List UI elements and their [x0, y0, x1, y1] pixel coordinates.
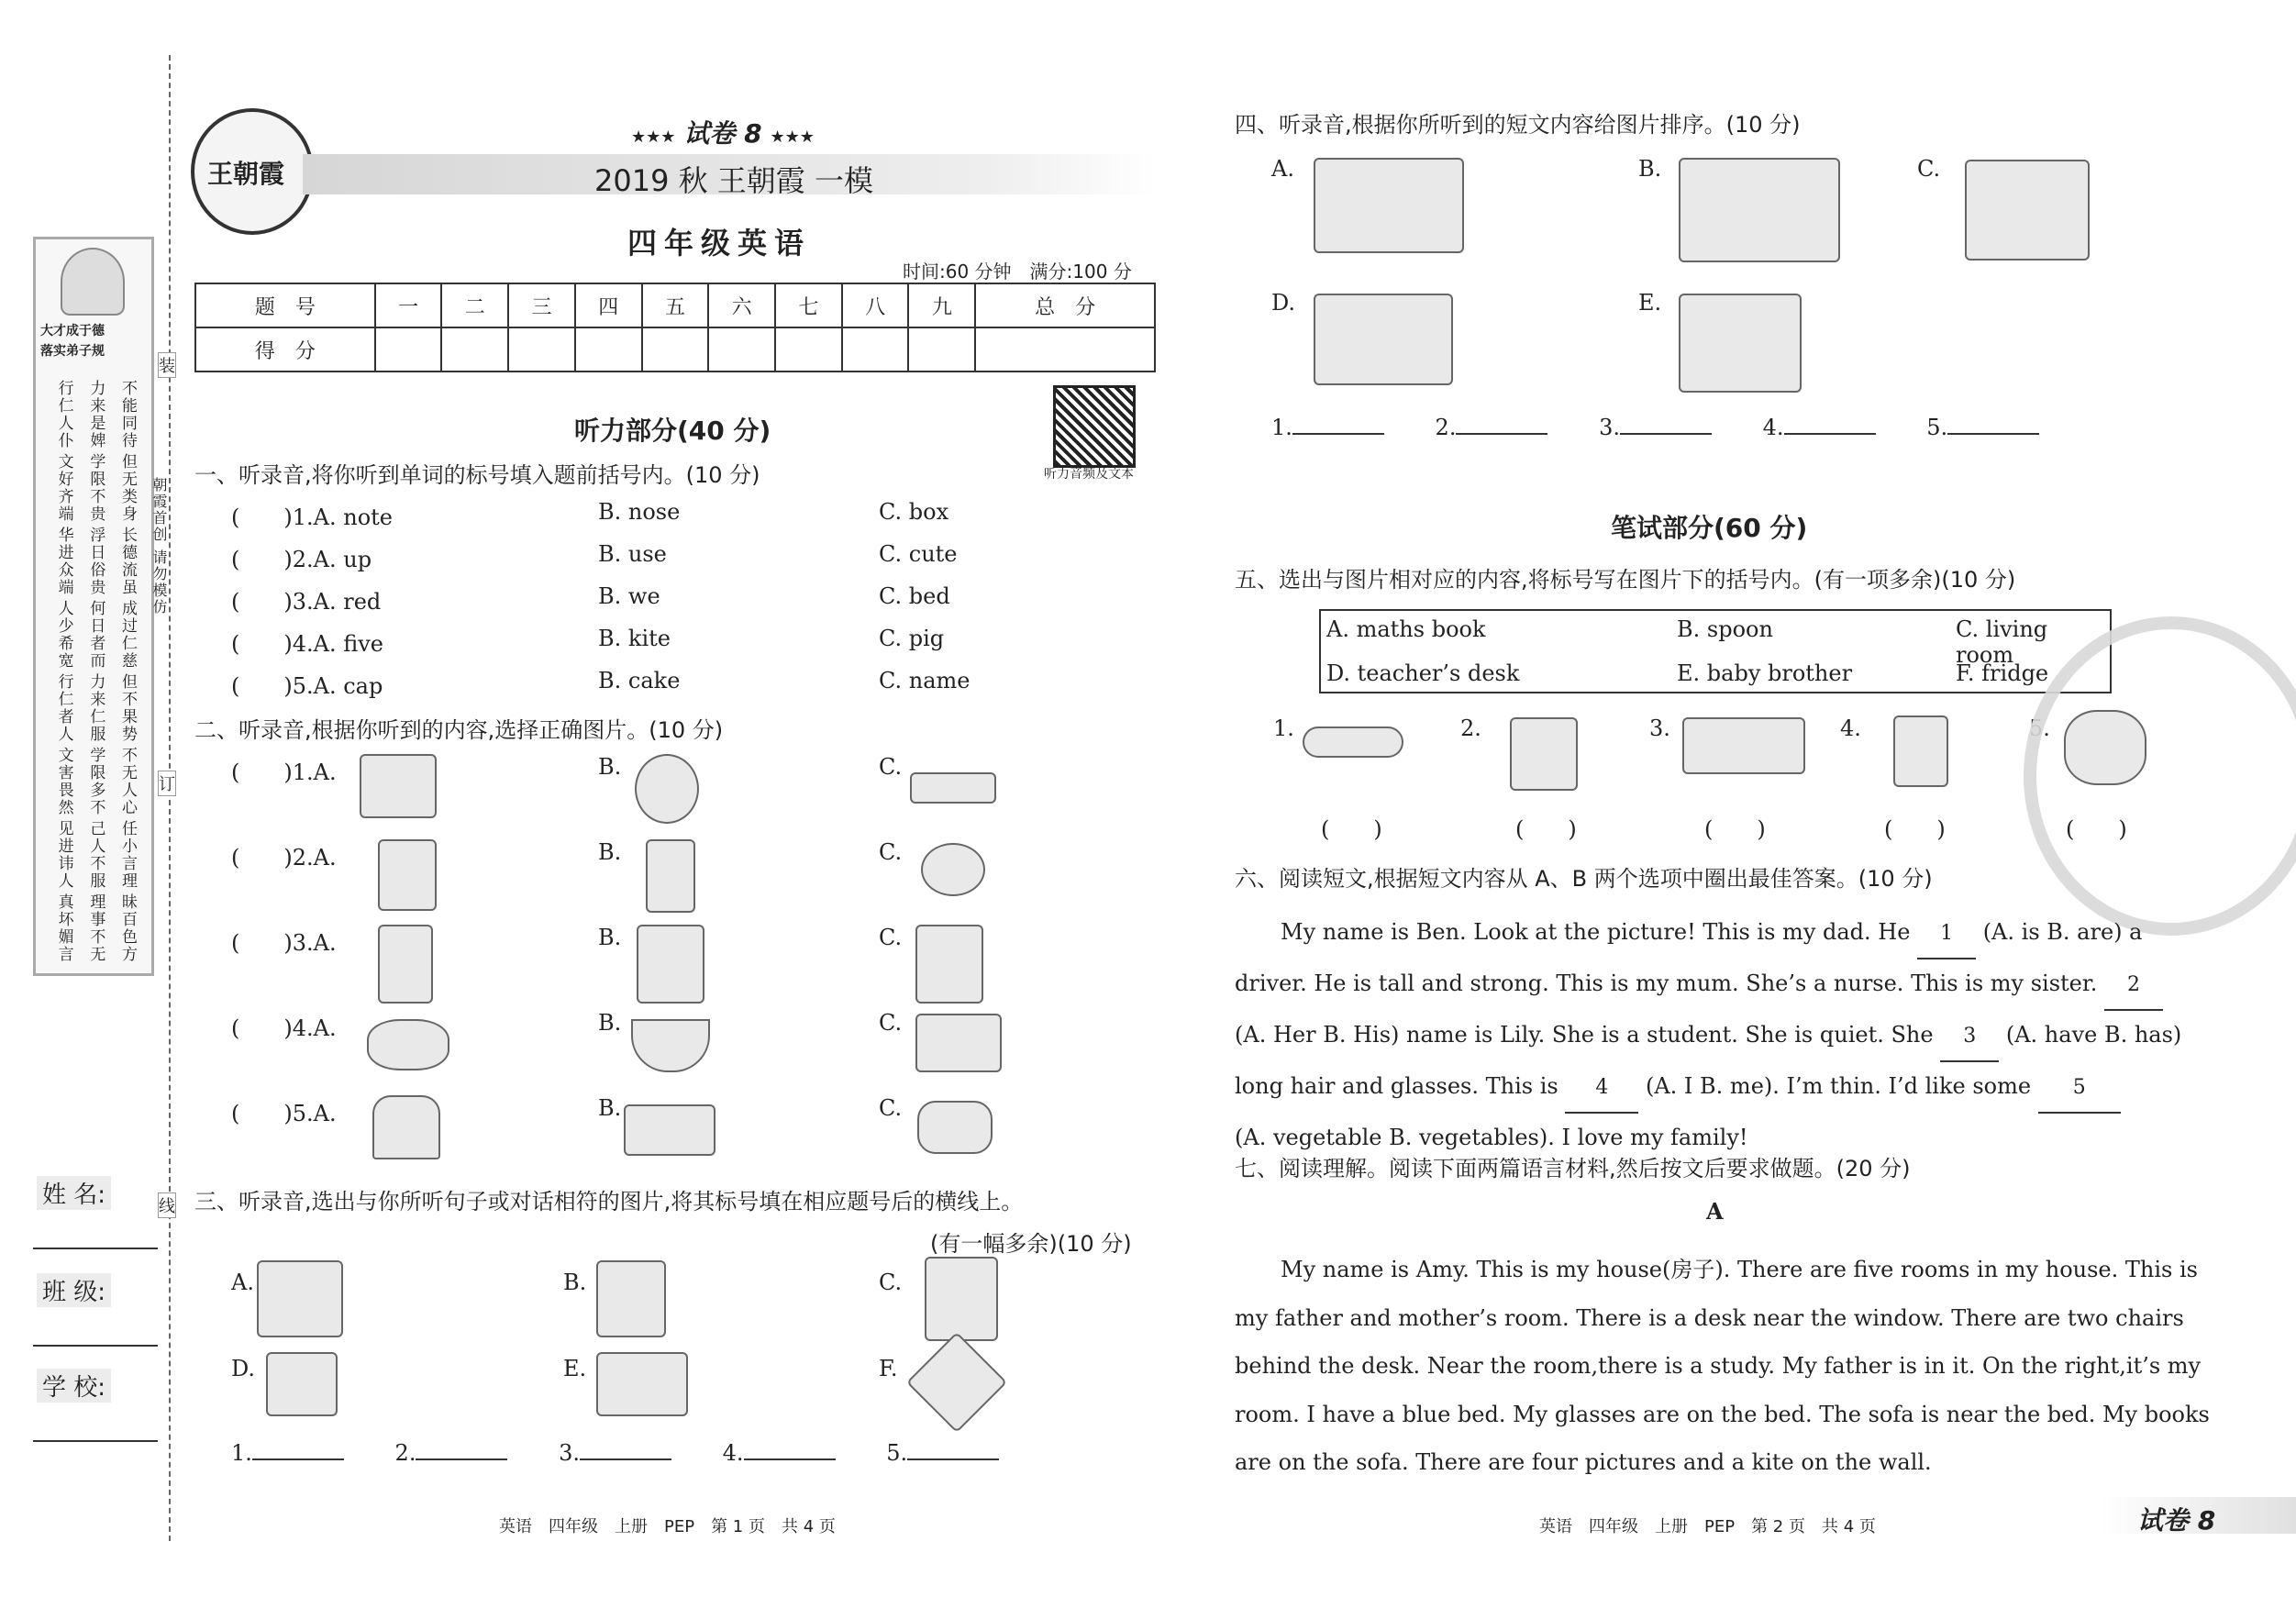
poem-column: 行仁者人: [54, 673, 73, 743]
qr-code-icon[interactable]: [1053, 385, 1136, 468]
score-cell: 总 分: [975, 283, 1155, 327]
poem-column: 行仁人仆: [54, 380, 73, 449]
option-c: C. name: [879, 668, 971, 693]
answer-bracket[interactable]: ( ): [231, 845, 293, 871]
answer-blank[interactable]: [416, 1458, 507, 1460]
poem-column: 浮日俗贵: [86, 527, 105, 596]
blank-number: 5.: [1926, 415, 1948, 440]
gift-image: [646, 839, 695, 913]
poem-column: 不无人心: [118, 747, 137, 816]
option-b: B. use: [598, 541, 667, 567]
score-cell: 一: [375, 283, 442, 327]
part5-bracket[interactable]: ( ): [1321, 816, 1382, 842]
option-a: A. up: [313, 547, 372, 572]
poem-column: 力来仁服: [86, 673, 105, 743]
poem-column: 己人不服: [86, 820, 105, 890]
part4-label-a: A.: [1271, 156, 1294, 182]
answer-bracket[interactable]: ( ): [231, 1101, 293, 1126]
item-number: 5.: [292, 673, 314, 699]
part4-title: 四、听录音,根据你所听到的短文内容给图片排序。(10 分): [1235, 112, 1801, 138]
part4-label-e: E.: [1638, 290, 1662, 316]
score-cell[interactable]: [441, 327, 508, 372]
blank-number[interactable]: 4: [1565, 1063, 1638, 1114]
part3-label-f: F.: [879, 1356, 898, 1381]
answer-blank[interactable]: [1620, 433, 1712, 435]
classroom-image: [257, 1260, 343, 1337]
list-item: [231, 626, 1167, 668]
passage-text: (A. I B. me). I’m thin. I’d like some: [1638, 1073, 2038, 1099]
part5-num-3: 3.: [1649, 715, 1670, 741]
part4-label-b: B.: [1638, 156, 1662, 182]
part5-title: 五、选出与图片相对应的内容,将标号写在图片下的括号内。(有一项多余)(10 分): [1235, 567, 2016, 593]
item-number: 3.: [292, 589, 314, 615]
answer-bracket[interactable]: ( ): [231, 505, 293, 530]
answer-blank[interactable]: [1456, 433, 1547, 435]
answer-bracket[interactable]: ( ): [231, 547, 293, 572]
passage-line: [1235, 908, 2194, 959]
score-cell: 六: [708, 283, 775, 327]
poem-column: 见进讳人: [54, 820, 73, 890]
poem-column: 长德流虽: [118, 527, 137, 596]
option-c: C. box: [879, 499, 949, 525]
part4-label-d: D.: [1271, 290, 1296, 316]
blank-number: 2.: [394, 1440, 416, 1466]
part5-num-4: 4.: [1840, 715, 1861, 741]
option-text: B. spoon: [1677, 616, 1773, 642]
option-a: A.: [313, 760, 337, 785]
star-decoration-right: ★★★: [770, 128, 815, 147]
computer-image: [360, 754, 437, 818]
poem-column: 学限多不: [86, 747, 105, 816]
part4-label-c: C.: [1917, 156, 1941, 182]
part6-title: 六、阅读短文,根据短文内容从 A、B 两个选项中圈出最佳答案。(10 分): [1235, 866, 1933, 892]
score-cell[interactable]: [508, 327, 575, 372]
blank-number: 3.: [1599, 415, 1620, 440]
fan-image: [635, 754, 699, 824]
chicken-image: [367, 1019, 449, 1070]
footer-left: 英语 四年级 上册 PEP 第 1 页 共 4 页: [499, 1517, 836, 1536]
part5-bracket[interactable]: ( ): [2066, 816, 2127, 842]
part3-label-c: C.: [879, 1270, 903, 1295]
blank-number: 5.: [886, 1440, 908, 1466]
score-cell: 四: [575, 283, 642, 327]
part1-title: 一、听录音,将你听到单词的标号填入题前括号内。(10 分): [194, 462, 760, 488]
part5-num-2: 2.: [1460, 715, 1481, 741]
option-text: D. teacher’s desk: [1326, 660, 1520, 686]
score-cell: 二: [441, 283, 508, 327]
score-cell[interactable]: [642, 327, 709, 372]
option-c: C. pig: [879, 626, 945, 651]
passage-text: My name is Ben. Look at the picture! This is my dad. He: [1281, 919, 1918, 945]
option-b: B. nose: [598, 499, 681, 525]
part5-bracket[interactable]: ( ): [1704, 816, 1766, 842]
living-room-image: [596, 1352, 688, 1416]
school-label: 学 校:: [37, 1369, 111, 1403]
score-cell: 三: [508, 283, 575, 327]
cut-label: 线: [158, 1192, 176, 1218]
blank-number[interactable]: 1: [1917, 909, 1976, 959]
option-c: C.: [879, 1010, 903, 1036]
answer-bracket[interactable]: ( ): [231, 930, 293, 956]
school-field[interactable]: [33, 1440, 158, 1442]
answer-blank[interactable]: [907, 1458, 999, 1460]
option-b: B. we: [598, 583, 660, 609]
option-c: C.: [879, 925, 903, 950]
qr-caption: 听力音频及文本: [1044, 467, 1134, 482]
option-b: B.: [598, 1095, 622, 1121]
footer-right: 英语 四年级 上册 PEP 第 2 页 共 4 页: [1539, 1517, 1876, 1536]
option-a: A.: [313, 1101, 337, 1126]
woman-fridge-image: [1679, 294, 1802, 393]
woman-kitchen-image: [1679, 158, 1840, 262]
part5-bracket[interactable]: ( ): [1515, 816, 1577, 842]
part4-blanks: [1271, 415, 2097, 440]
boy-glasses-image: [925, 1257, 998, 1341]
poem-column: 任小言理: [118, 820, 137, 890]
option-a: A.: [313, 845, 337, 871]
item-number: 4.: [292, 1015, 314, 1041]
list-item: [231, 1095, 1167, 1181]
blank-number[interactable]: 2: [2104, 960, 2163, 1011]
list-item: [231, 583, 1167, 626]
light-image: [910, 772, 996, 804]
part2-list: [231, 754, 1167, 1181]
candy-image: [921, 843, 985, 896]
option-text: C. living room: [1956, 616, 2048, 668]
poem-column: 文害畏然: [54, 747, 73, 816]
option-b: B. kite: [598, 626, 671, 651]
vegetables-image: [915, 1014, 1002, 1072]
answer-blank[interactable]: [1784, 433, 1876, 435]
phone-image: [917, 1101, 993, 1154]
passage-line: [1235, 1062, 2194, 1114]
passage-text: (A. vegetable B. vegetables). I love my family!: [1235, 1125, 1748, 1150]
answer-blank[interactable]: [1292, 433, 1384, 435]
score-cell: 得 分: [195, 327, 375, 372]
answer-blank[interactable]: [744, 1458, 836, 1460]
blank-number: 4.: [722, 1440, 744, 1466]
logo-badge: [191, 108, 314, 235]
part7-passage: [1235, 1246, 2210, 1487]
score-cell[interactable]: [908, 327, 975, 372]
secret-stamp-icon: [2024, 616, 2296, 936]
table-image: [372, 1095, 440, 1159]
poem-column: 学限不贵: [86, 453, 105, 523]
exam-subject: 四年级英语: [627, 226, 812, 261]
part3-note: (有一幅多余)(10 分): [930, 1231, 1132, 1257]
passage-line: room. I have a blue bed. My glasses are on the bed. The sofa is near the bed. My books: [1235, 1401, 2210, 1427]
poem-column: 文好齐端: [54, 453, 73, 523]
item-number: 3.: [292, 930, 314, 956]
blank-number[interactable]: 3: [1940, 1012, 1999, 1062]
passage-text: long hair and glasses. This is: [1235, 1073, 1566, 1099]
motto-bottom: 落实弟子规: [40, 344, 105, 359]
poem-column: 华进众端: [54, 527, 73, 596]
class-field[interactable]: [33, 1345, 158, 1347]
answer-bracket[interactable]: ( ): [231, 1015, 293, 1041]
answer-bracket[interactable]: ( ): [231, 631, 293, 657]
option-b: B.: [598, 754, 622, 780]
cook-image: [637, 925, 704, 1004]
option-b: B.: [598, 1010, 622, 1036]
list-item: [231, 839, 1167, 925]
score-cell[interactable]: [842, 327, 909, 372]
cut-label: 装: [158, 352, 176, 378]
blank-number: 2.: [1435, 415, 1457, 440]
item-number: 1.: [292, 505, 314, 530]
writing-title: 笔试部分(60 分): [1611, 513, 1808, 543]
part3-label-e: E.: [563, 1356, 587, 1381]
part5-bracket[interactable]: ( ): [1884, 816, 1946, 842]
part3-blanks: [231, 1440, 1148, 1466]
star-decoration-left: ★★★: [631, 128, 676, 147]
passage-label: A: [1706, 1198, 1724, 1225]
book-image: [266, 1352, 338, 1416]
list-item: [231, 499, 1167, 541]
option-c: C.: [879, 754, 903, 780]
fridge-box-image: [1510, 717, 1578, 791]
score-table: [194, 283, 1156, 372]
part5-num-5: 5.: [2029, 715, 2050, 741]
class-label: 班 级:: [37, 1273, 111, 1307]
passage-text: driver. He is tall and strong. This is my mum. She’s a nurse. This is my sister.: [1235, 970, 2104, 996]
option-a: A. red: [313, 589, 382, 615]
cut-line: [169, 55, 171, 1541]
name-field[interactable]: [33, 1248, 158, 1249]
option-c: C. cute: [879, 541, 958, 567]
poem-column: 但不果势: [118, 673, 137, 743]
passage-line: [1235, 1011, 2194, 1062]
option-b: B.: [598, 839, 622, 865]
option-b: B.: [598, 925, 622, 950]
option-c: C.: [879, 1095, 903, 1121]
scholar-figure-icon: [61, 248, 125, 316]
score-cell[interactable]: [708, 327, 775, 372]
time-info: 时间:60 分钟 满分:100 分: [903, 261, 1132, 283]
option-a: A. five: [313, 631, 383, 657]
blank-number: 1.: [231, 1440, 252, 1466]
noodles-image: [631, 1019, 710, 1072]
option-c: C.: [879, 839, 903, 865]
score-cell: 五: [642, 283, 709, 327]
list-item: [231, 1010, 1167, 1095]
part2-title: 二、听录音,根据你听到的内容,选择正确图片。(10 分): [194, 717, 724, 743]
part3-label-d: D.: [231, 1356, 256, 1381]
option-box: [1319, 609, 2112, 693]
passage-line: are on the sofa. There are four pictures and a kite on the wall.: [1235, 1449, 1932, 1475]
name-label: 姓 名:: [37, 1176, 111, 1210]
part5-num-1: 1.: [1273, 715, 1294, 741]
part3-label-a: A.: [231, 1270, 254, 1295]
answer-blank[interactable]: [580, 1458, 671, 1460]
maths-book-image: [1893, 715, 1948, 787]
nurse-image: [378, 925, 433, 1004]
living-room-image: [1682, 717, 1805, 774]
poem-column: 力来是婢: [86, 380, 105, 449]
poem-column: 真坏媚言: [54, 893, 73, 963]
poem-column: 但无类身: [118, 453, 137, 523]
farmer-image: [915, 925, 983, 1004]
score-value-row: [195, 327, 1155, 372]
score-cell[interactable]: [975, 327, 1155, 372]
score-cell: 题 号: [195, 283, 375, 327]
blank-number: 4.: [1762, 415, 1784, 440]
option-a: A.: [313, 1015, 337, 1041]
item-number: 2.: [292, 547, 314, 572]
woman-shower-image: [1965, 160, 2090, 261]
poem-column: 不能同待: [118, 380, 137, 449]
option-text: E. baby brother: [1677, 660, 1853, 686]
option-a: A. note: [313, 505, 393, 530]
score-cell: 七: [775, 283, 842, 327]
score-cell: 九: [908, 283, 975, 327]
score-cell[interactable]: [775, 327, 842, 372]
passage-line: [1235, 959, 2194, 1011]
passage-line: my father and mother’s room. There is a desk near the window. There are two chairs: [1235, 1304, 2184, 1331]
sidebar-poem: [44, 376, 139, 963]
score-cell[interactable]: [375, 327, 442, 372]
passage-text: (A. Her B. His) name is Lily. She is a student. She is quiet. She: [1235, 1022, 1941, 1048]
exam-title: 2019 秋 王朝霞 一模: [594, 163, 873, 198]
item-number: 1.: [292, 760, 314, 785]
list-item: [231, 925, 1167, 1010]
poem-column: 人少希宽: [54, 600, 73, 670]
bathroom-image: [1314, 294, 1453, 385]
cook-image: [596, 1260, 666, 1337]
part1-list: [231, 499, 1167, 710]
answer-bracket[interactable]: ( ): [231, 673, 293, 699]
blank-number: 1.: [1271, 415, 1292, 440]
logo-text: 王朝霞: [207, 159, 285, 189]
score-cell: 八: [842, 283, 909, 327]
spoon-image: [1303, 726, 1403, 758]
list-item: [231, 668, 1167, 710]
poem-column: 理事不无: [86, 893, 105, 963]
exam-number-line: [631, 114, 815, 150]
passage-line: behind the desk. Near the room,there is a study. My father is in it. On the right,it’s my: [1235, 1353, 2202, 1379]
answer-blank[interactable]: [252, 1458, 344, 1460]
item-number: 4.: [292, 631, 314, 657]
poem-column: 何日者而: [86, 600, 105, 670]
knife-fork-image: [906, 1332, 1007, 1433]
cut-label: 订: [158, 771, 176, 796]
woman-sofa-image: [1314, 158, 1464, 253]
option-text: A. maths book: [1326, 616, 1486, 642]
part3-label-b: B.: [563, 1270, 587, 1295]
blank-number[interactable]: 5: [2038, 1063, 2121, 1114]
list-item: [231, 754, 1167, 839]
passage-line: My name is Amy. This is my house(房子). There are five rooms in my house. This is: [1281, 1257, 2198, 1282]
poem-column: 成过仁慈: [118, 600, 137, 670]
vertical-note: 朝霞首创 请勿模仿: [150, 477, 168, 616]
poem-column: 昧百色方: [118, 893, 137, 963]
listening-title: 听力部分(40 分): [574, 416, 771, 446]
passage-text: (A. have B. has): [1999, 1022, 2182, 1048]
option-a: A. cap: [313, 673, 383, 699]
item-number: 5.: [292, 1101, 314, 1126]
part3-title: 三、听录音,选出与你所听句子或对话相符的图片,将其标号填在相应题号后的横线上。: [194, 1189, 1024, 1214]
exam-number: 试卷 8: [683, 118, 762, 149]
sofa-image: [624, 1104, 715, 1156]
score-cell[interactable]: [575, 327, 642, 372]
blank-number: 3.: [559, 1440, 580, 1466]
motto-top: 大才成于德: [40, 324, 105, 338]
part7-title: 七、阅读理解。阅读下面两篇语言材料,然后按文后要求做题。(20 分): [1235, 1156, 1911, 1181]
answer-bracket[interactable]: ( ): [231, 589, 293, 615]
keys-image: [378, 839, 437, 911]
part6-passage: [1235, 908, 2194, 1162]
answer-blank[interactable]: [1947, 433, 2039, 435]
item-number: 2.: [292, 845, 314, 871]
answer-bracket[interactable]: ( ): [231, 760, 293, 785]
footer-corner-label: 试卷 8: [2137, 1505, 2216, 1536]
option-a: A.: [313, 930, 337, 956]
passage-text: (A. is B. are) a: [1976, 919, 2143, 945]
score-header-row: [195, 283, 1155, 327]
option-b: B. cake: [598, 668, 681, 693]
list-item: [231, 541, 1167, 583]
option-c: C. bed: [879, 583, 950, 609]
option-text: F. fridge: [1956, 660, 2049, 686]
